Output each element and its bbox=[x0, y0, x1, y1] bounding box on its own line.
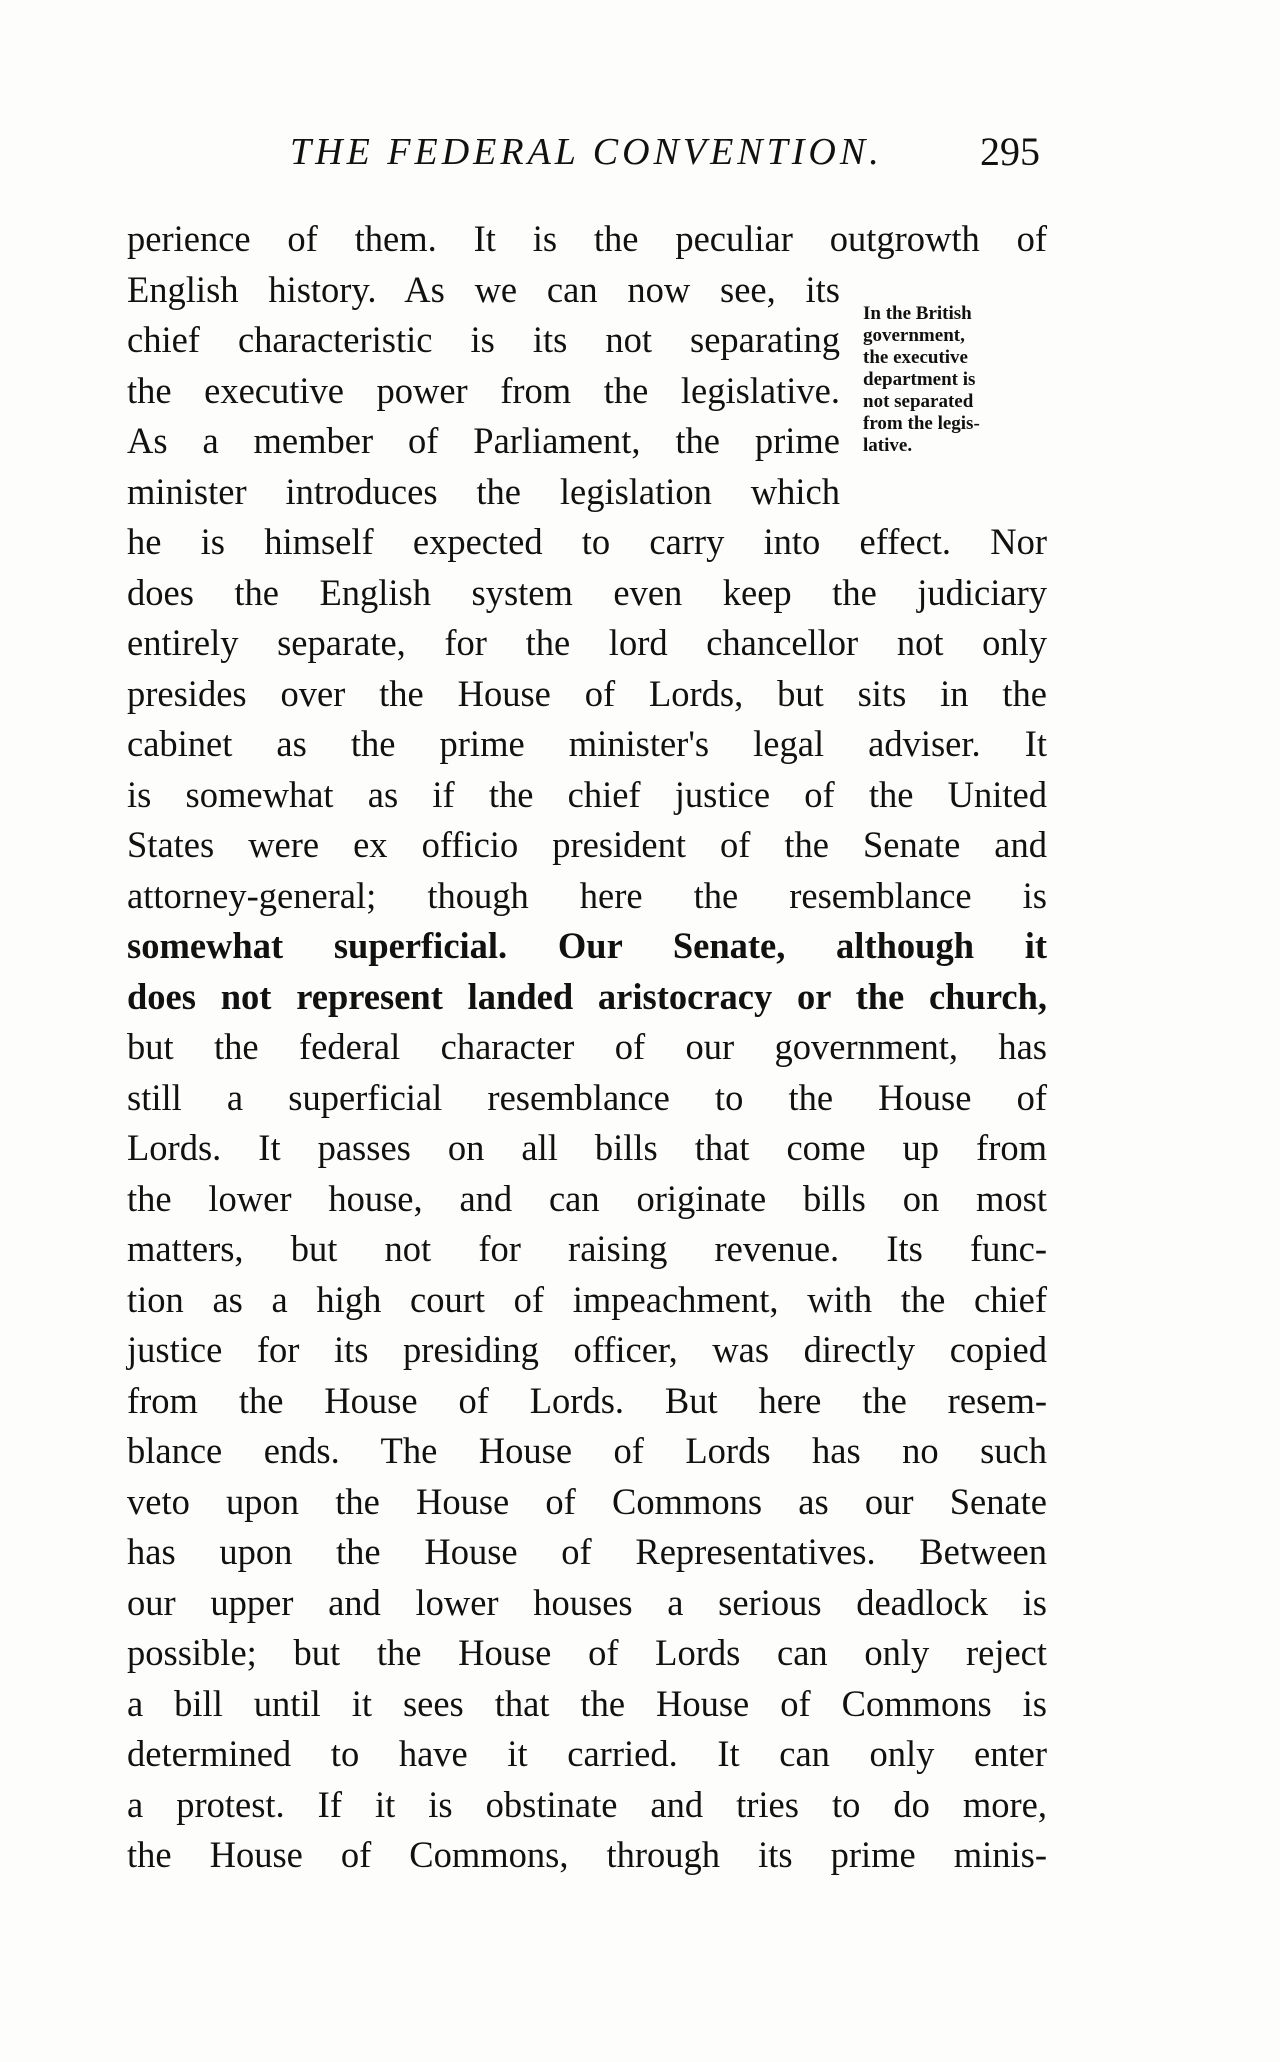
body-line: does the English system even keep the judiciary bbox=[127, 571, 1047, 613]
margin-note-line: department is bbox=[863, 369, 976, 390]
body-line: the lower house, and can originate bills on most bbox=[127, 1177, 1047, 1219]
body-line: veto upon the House of Commons as our Senate bbox=[127, 1480, 1047, 1522]
body-line: a protest. If it is obstinate and tries to do more, bbox=[127, 1783, 1047, 1825]
body-line: minister introduces the legislation which bbox=[127, 470, 840, 512]
body-line: matters, but not for raising revenue. Its func- bbox=[127, 1228, 1047, 1269]
body-line: has upon the House of Representatives. Between bbox=[127, 1531, 1047, 1572]
page-number: 295 bbox=[980, 129, 1040, 174]
body-line: justice for its presiding officer, was directly copied bbox=[127, 1329, 1047, 1370]
body-line: perience of them. It is the peculiar outgrowth of bbox=[127, 218, 1047, 259]
body-line: from the House of Lords. But here the resem- bbox=[127, 1379, 1047, 1421]
body-line: the House of Commons, through its prime minis- bbox=[127, 1834, 1047, 1875]
body-line: attorney-general; though here the resemblance is bbox=[127, 874, 1047, 916]
body-line: somewhat superficial. Our Senate, although it bbox=[127, 925, 1047, 966]
body-line: the executive power from the legislative. bbox=[127, 369, 840, 411]
body-line: possible; but the House of Lords can only reject bbox=[127, 1632, 1047, 1673]
running-title: THE FEDERAL CONVENTION. bbox=[290, 131, 883, 173]
body-line: English history. As we can now see, its bbox=[127, 268, 840, 310]
body-line: determined to have it carried. It can only enter bbox=[127, 1733, 1047, 1774]
margin-note-line: from the legis- bbox=[863, 413, 980, 434]
margin-note-line: the executive bbox=[863, 347, 968, 368]
body-line: still a superficial resemblance to the House of bbox=[127, 1076, 1047, 1118]
body-line: As a member of Parliament, the prime bbox=[127, 420, 840, 461]
body-line: a bill until it sees that the House of Commons is bbox=[127, 1682, 1047, 1724]
body-text bbox=[127, 214, 1047, 1881]
body-line: chief characteristic is its not separating bbox=[127, 319, 840, 360]
page-header bbox=[290, 130, 1040, 180]
margin-note-line: In the British bbox=[863, 303, 972, 324]
body-line: blance ends. The House of Lords has no such bbox=[127, 1430, 1047, 1471]
body-line: tion as a high court of impeachment, with the chief bbox=[127, 1278, 1047, 1320]
body-line: is somewhat as if the chief justice of the United bbox=[127, 773, 1047, 815]
body-line: but the federal character of our government, has bbox=[127, 1026, 1047, 1067]
body-line: presides over the House of Lords, but sits in the bbox=[127, 672, 1047, 714]
margin-note-line: government, bbox=[863, 325, 965, 346]
body-line: Lords. It passes on all bills that come up from bbox=[127, 1127, 1047, 1168]
body-line: he is himself expected to carry into effect. Nor bbox=[127, 521, 1047, 562]
margin-note-line: lative. bbox=[863, 435, 913, 456]
margin-note bbox=[863, 303, 1058, 457]
body-line: cabinet as the prime minister's legal adviser. It bbox=[127, 723, 1047, 764]
body-line: does not represent landed aristocracy or the church, bbox=[127, 975, 1047, 1017]
body-line: entirely separate, for the lord chancellor not only bbox=[127, 622, 1047, 663]
margin-note-line: not separated bbox=[863, 391, 974, 412]
body-line: our upper and lower houses a serious deadlock is bbox=[127, 1581, 1047, 1623]
body-line: States were ex officio president of the Senate and bbox=[127, 824, 1047, 865]
